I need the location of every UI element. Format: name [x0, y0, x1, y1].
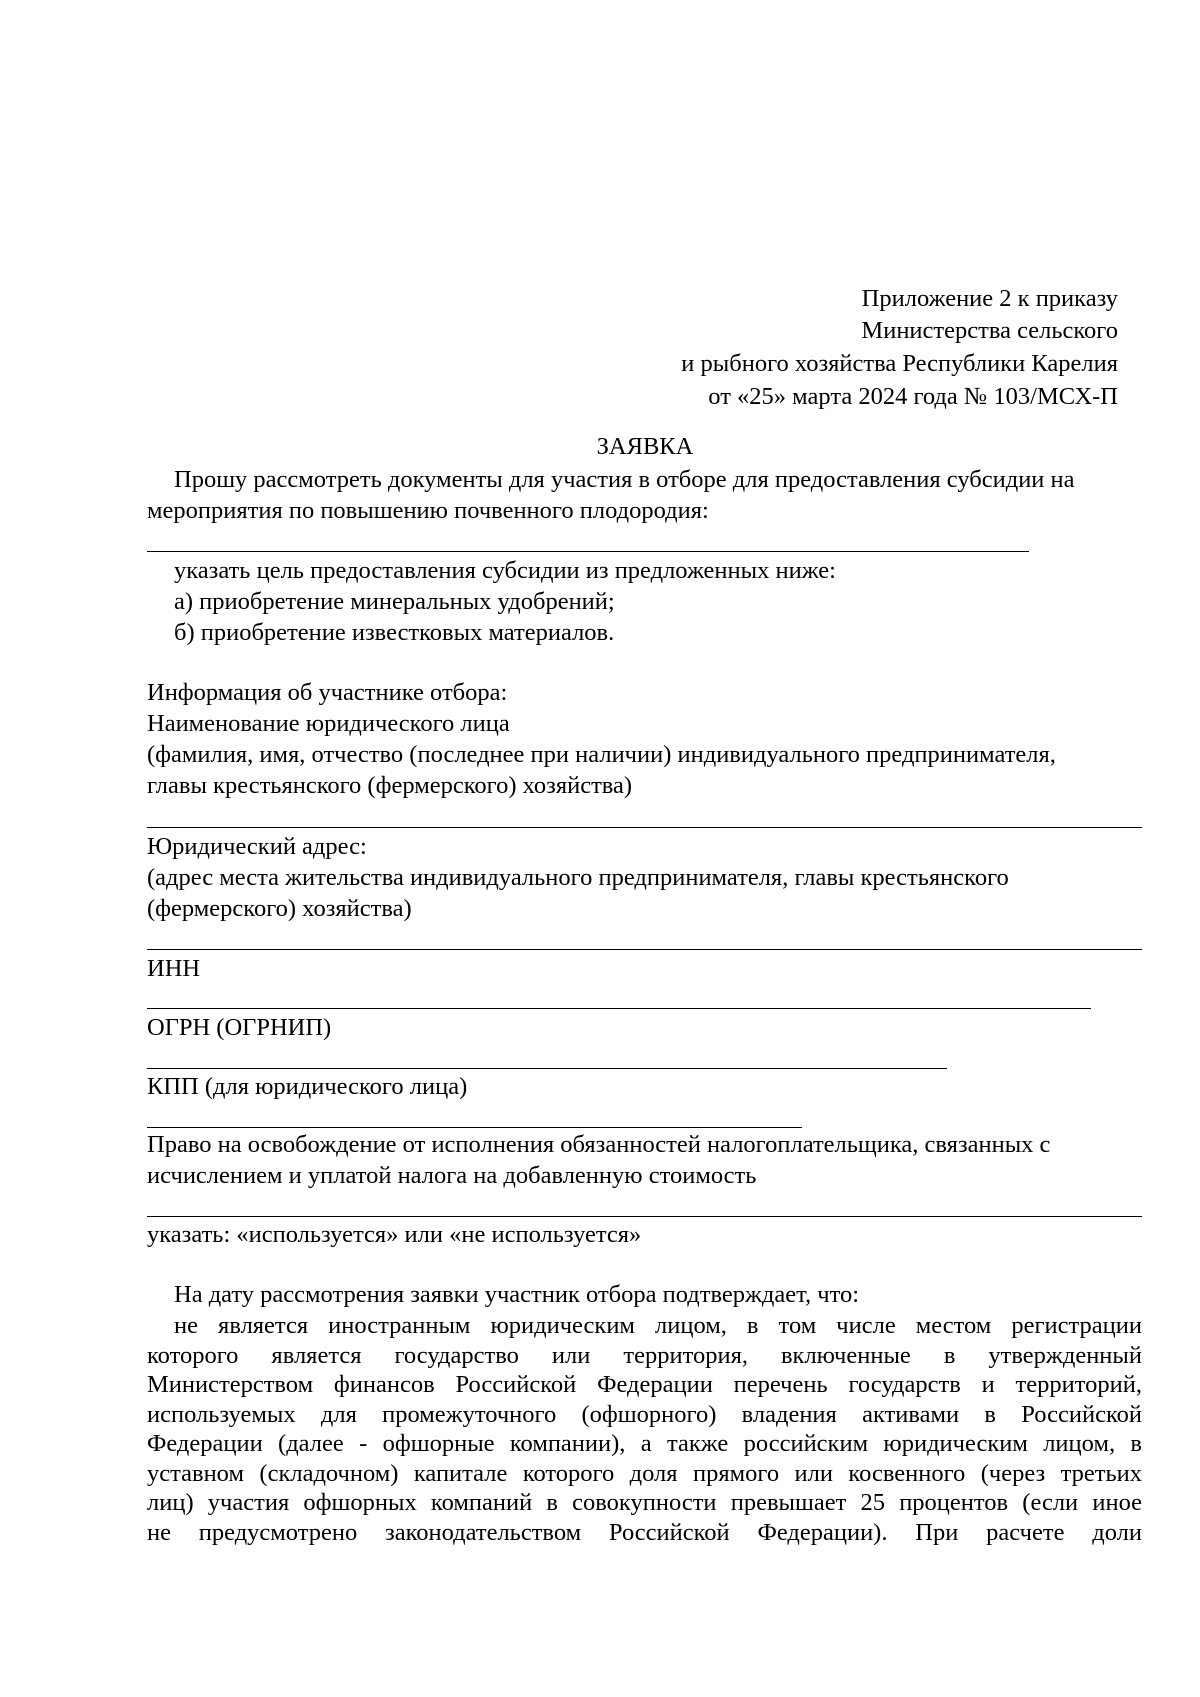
purpose-option-a: а) приобретение минеральных удобрений; — [174, 588, 615, 615]
address-hint-line-1: (адрес места жительства индивидуального предпринимателя, главы крестьянского — [147, 864, 1009, 891]
purpose-option-b: б) приобретение известковых материалов. — [174, 619, 615, 646]
document-title: ЗАЯВКА — [596, 433, 694, 460]
address-label: Юридический адрес: — [147, 833, 367, 860]
purpose-hint: указать цель предоставления субсидии из предложенных ниже: — [174, 557, 836, 584]
confirmation-line: лиц) участия офшорных компаний в совокупности превышает 25 процентов (если иное — [147, 1489, 1142, 1516]
confirmation-line: Федерации (далее - офшорные компании), а также российским юридическим лицом, в — [147, 1430, 1142, 1457]
confirmation-paragraph — [147, 1311, 1142, 1547]
name-label: Наименование юридического лица — [147, 710, 510, 737]
kpp-fill-line[interactable] — [147, 1127, 802, 1128]
ogrn-label: ОГРН (ОГРНИП) — [147, 1014, 332, 1041]
vat-fill-line[interactable] — [147, 1216, 1142, 1217]
inn-label: ИНН — [147, 955, 201, 982]
vat-hint: указать: «используется» или «не используется» — [147, 1221, 642, 1248]
name-fill-line[interactable] — [147, 827, 1142, 828]
purpose-fill-line[interactable] — [147, 551, 1029, 552]
intro-line-2: мероприятия по повышению почвенного плодородия: — [147, 497, 709, 524]
confirmation-line: уставном (складочном) капитале которого доля прямого или косвенного (через третьих — [147, 1459, 1142, 1487]
vat-label-line-1: Право на освобождение от исполнения обязанностей налогоплательщика, связанных с — [147, 1131, 1051, 1158]
confirmation-line: не предусмотрено законодательством Российской Федерации). При расчете доли — [147, 1518, 1142, 1546]
kpp-label: КПП (для юридического лица) — [147, 1073, 468, 1100]
participant-heading: Информация об участнике отбора: — [147, 679, 508, 706]
header-line-3: и рыбного хозяйства Республики Карелия — [681, 350, 1118, 377]
header-line-2: Министерства сельского — [861, 317, 1118, 344]
confirmation-line: используемых для промежуточного (офшорного) владения активами в Российской — [147, 1400, 1142, 1428]
confirmation-line: не является иностранным юридическим лицом, в том числе местом регистрации — [174, 1312, 1142, 1339]
confirmation-line: Министерством финансов Российской Федерации перечень государств и территорий, — [147, 1371, 1142, 1398]
confirmation-line: которого является государство или территория, включенные в утвержденный — [147, 1341, 1142, 1369]
confirmation-intro: На дату рассмотрения заявки участник отбора подтверждает, что: — [174, 1281, 860, 1308]
address-fill-line[interactable] — [147, 949, 1142, 950]
name-hint-line-2: главы крестьянского (фермерского) хозяйства) — [147, 772, 633, 799]
name-hint-line-1: (фамилия, имя, отчество (последнее при наличии) индивидуального предпринимателя, — [147, 741, 1056, 768]
vat-label-line-2: исчислением и уплатой налога на добавленную стоимость — [147, 1162, 757, 1189]
header-line-4: от «25» марта 2024 года № 103/МСХ-П — [708, 383, 1118, 410]
inn-fill-line[interactable] — [147, 1008, 1091, 1009]
address-hint-line-2: (фермерского) хозяйства) — [147, 895, 412, 922]
header-line-1: Приложение 2 к приказу — [861, 285, 1118, 312]
ogrn-fill-line[interactable] — [147, 1068, 947, 1069]
intro-line-1: Прошу рассмотреть документы для участия в отборе для предоставления субсидии на — [174, 466, 1075, 493]
